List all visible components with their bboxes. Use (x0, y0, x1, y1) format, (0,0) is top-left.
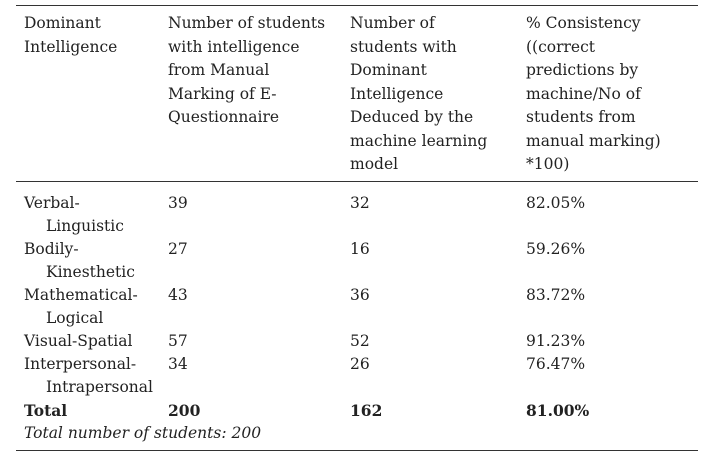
intelligence-cell: Mathematical- Logical (24, 285, 138, 327)
manual-count-cell: 27 (168, 239, 188, 258)
manual-count-cell: 39 (168, 193, 188, 212)
header-consistency: % Consistency ((correct predictions by machine/No of students from manual marking) *100) (526, 14, 661, 173)
bottom-rule (16, 450, 698, 451)
table-row (16, 238, 698, 284)
total-row (16, 399, 698, 422)
total-manual-count: 200 (168, 400, 201, 420)
data-table (16, 5, 698, 451)
table-row (16, 192, 698, 238)
top-rule (16, 5, 698, 6)
consistency-cell: 59.26% (526, 239, 586, 258)
machine-count-cell: 36 (350, 285, 370, 304)
header-machine-count: Number of students with Dominant Intelligence Deduced by the machine learning model (350, 14, 488, 173)
table-row (16, 284, 698, 330)
total-consistency: 81.00% (526, 400, 590, 420)
machine-count-cell: 52 (350, 331, 370, 350)
machine-count-cell: 32 (350, 193, 370, 212)
table-row (16, 330, 698, 353)
intelligence-cell: Visual-Spatial (24, 331, 133, 350)
header-row (16, 12, 698, 177)
consistency-cell: 82.05% (526, 193, 586, 212)
manual-count-cell: 57 (168, 331, 188, 350)
table-footnote: Total number of students: 200 (24, 423, 262, 442)
header-rule (16, 181, 698, 182)
machine-count-cell: 16 (350, 239, 370, 258)
intelligence-cell: Verbal- Linguistic (24, 193, 124, 235)
manual-count-cell: 34 (168, 354, 188, 373)
consistency-cell: 83.72% (526, 285, 586, 304)
consistency-cell: 91.23% (526, 331, 586, 350)
total-machine-count: 162 (350, 400, 383, 420)
manual-count-cell: 43 (168, 285, 188, 304)
intelligence-cell: Interpersonal- Intrapersonal (24, 354, 153, 396)
machine-count-cell: 26 (350, 354, 370, 373)
intelligence-cell: Bodily- Kinesthetic (24, 239, 135, 281)
consistency-cell: 76.47% (526, 354, 586, 373)
table-row (16, 353, 698, 399)
total-label: Total (24, 400, 68, 420)
header-dominant-intelligence: Dominant Intelligence (24, 14, 118, 56)
header-manual-count: Number of students with intelligence from Manual Marking of E- Questionnaire (168, 14, 326, 126)
